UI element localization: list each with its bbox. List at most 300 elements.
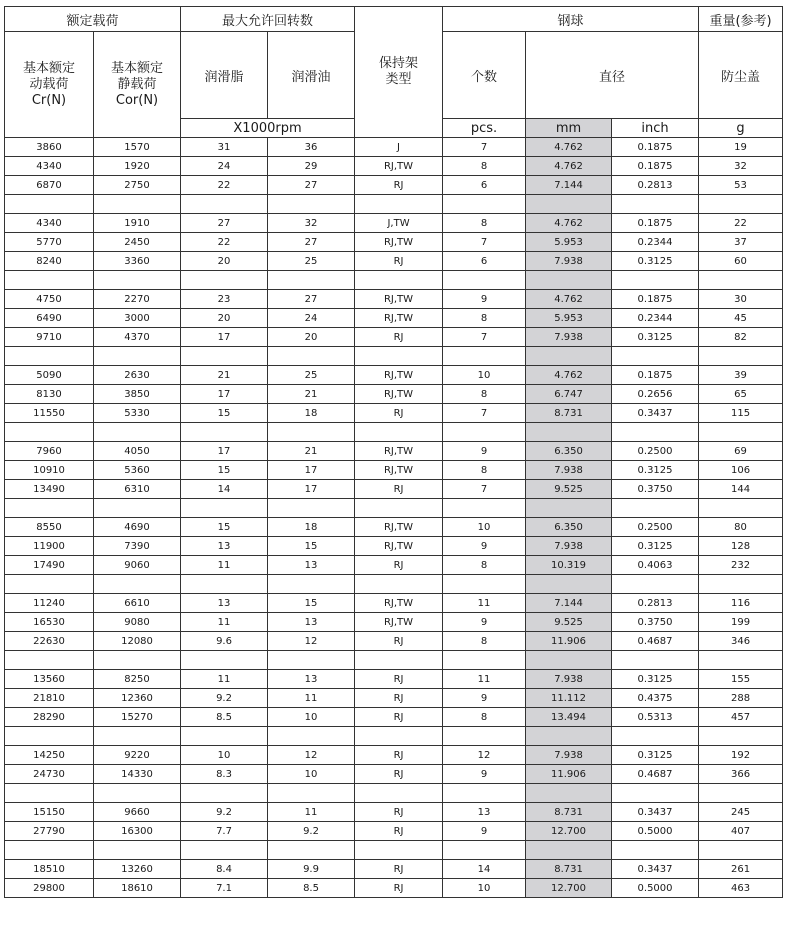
cell-weight: 144: [699, 480, 783, 499]
cell-cr: 8550: [5, 518, 94, 537]
table-row: [5, 233, 783, 252]
max-speed-header: 最大允许回转数: [181, 7, 355, 32]
steel-ball-header: 钢球: [443, 7, 699, 32]
separator-cell: [443, 499, 526, 518]
cell-cr: 13490: [5, 480, 94, 499]
separator-cell: [268, 271, 355, 290]
cell-cage: J,TW: [355, 214, 443, 233]
separator-cell: [526, 347, 612, 366]
cell-mm: 9.525: [526, 480, 612, 499]
cell-cage: RJ: [355, 708, 443, 727]
cell-cage: RJ: [355, 689, 443, 708]
cell-cr: 7960: [5, 442, 94, 461]
cell-cor: 4370: [94, 328, 181, 347]
separator-cell: [5, 727, 94, 746]
cell-grease: 21: [181, 366, 268, 385]
separator-cell: [5, 499, 94, 518]
separator-cell: [526, 195, 612, 214]
cell-cr: 18510: [5, 860, 94, 879]
cell-cr: 5770: [5, 233, 94, 252]
cell-oil: 11: [268, 803, 355, 822]
cell-cor: 12360: [94, 689, 181, 708]
cell-oil: 10: [268, 708, 355, 727]
separator-cell: [355, 727, 443, 746]
cell-grease: 7.1: [181, 879, 268, 898]
cell-oil: 18: [268, 404, 355, 423]
table-row: [5, 480, 783, 499]
separator-cell: [268, 727, 355, 746]
bearing-spec-table: [4, 6, 783, 898]
cell-grease: 11: [181, 670, 268, 689]
cell-weight: 232: [699, 556, 783, 575]
separator-cell: [94, 499, 181, 518]
cell-cage: RJ: [355, 879, 443, 898]
group-separator: [5, 347, 783, 366]
cell-inch: 0.2500: [612, 518, 699, 537]
separator-cell: [181, 195, 268, 214]
separator-cell: [699, 784, 783, 803]
cell-cage: RJ: [355, 556, 443, 575]
separator-cell: [526, 784, 612, 803]
separator-cell: [5, 841, 94, 860]
cell-grease: 22: [181, 233, 268, 252]
cell-cor: 16300: [94, 822, 181, 841]
cell-inch: 0.4687: [612, 765, 699, 784]
cell-grease: 9.6: [181, 632, 268, 651]
cell-oil: 25: [268, 366, 355, 385]
cell-weight: 45: [699, 309, 783, 328]
cell-grease: 10: [181, 746, 268, 765]
cell-cr: 6870: [5, 176, 94, 195]
cell-inch: 0.5000: [612, 822, 699, 841]
cell-cor: 2750: [94, 176, 181, 195]
cell-inch: 0.3437: [612, 803, 699, 822]
cell-cor: 18610: [94, 879, 181, 898]
cell-mm: 7.144: [526, 594, 612, 613]
cell-mm: 4.762: [526, 157, 612, 176]
cell-count: 6: [443, 252, 526, 271]
table-row: [5, 138, 783, 157]
cell-cage: RJ: [355, 746, 443, 765]
cell-inch: 0.3125: [612, 746, 699, 765]
group-separator: [5, 271, 783, 290]
cell-count: 8: [443, 556, 526, 575]
cell-grease: 14: [181, 480, 268, 499]
cell-count: 10: [443, 879, 526, 898]
separator-cell: [526, 727, 612, 746]
cell-inch: 0.1875: [612, 366, 699, 385]
separator-cell: [526, 575, 612, 594]
separator-cell: [94, 784, 181, 803]
separator-cell: [5, 195, 94, 214]
separator-cell: [355, 423, 443, 442]
cell-mm: 7.938: [526, 537, 612, 556]
cell-mm: 8.731: [526, 860, 612, 879]
cell-weight: 457: [699, 708, 783, 727]
cell-mm: 7.938: [526, 328, 612, 347]
cell-mm: 6.350: [526, 518, 612, 537]
separator-cell: [699, 651, 783, 670]
separator-cell: [268, 347, 355, 366]
cell-oil: 11: [268, 689, 355, 708]
separator-cell: [355, 841, 443, 860]
cell-cr: 11900: [5, 537, 94, 556]
separator-cell: [94, 727, 181, 746]
cell-cor: 6310: [94, 480, 181, 499]
cell-oil: 13: [268, 670, 355, 689]
cell-cor: 1910: [94, 214, 181, 233]
cell-weight: 199: [699, 613, 783, 632]
cell-cor: 2450: [94, 233, 181, 252]
cell-cor: 9220: [94, 746, 181, 765]
cell-oil: 20: [268, 328, 355, 347]
cell-inch: 0.3750: [612, 613, 699, 632]
separator-cell: [612, 423, 699, 442]
cell-weight: 116: [699, 594, 783, 613]
group-separator: [5, 784, 783, 803]
separator-cell: [526, 841, 612, 860]
cell-cor: 6610: [94, 594, 181, 613]
cell-count: 8: [443, 157, 526, 176]
separator-cell: [94, 423, 181, 442]
cell-weight: 60: [699, 252, 783, 271]
cell-oil: 15: [268, 537, 355, 556]
cell-inch: 0.5000: [612, 879, 699, 898]
table-body: [5, 138, 783, 898]
table-row: [5, 746, 783, 765]
cell-mm: 7.144: [526, 176, 612, 195]
separator-cell: [355, 575, 443, 594]
cell-cr: 24730: [5, 765, 94, 784]
cell-grease: 17: [181, 328, 268, 347]
dynamic-load-header: 基本额定 动载荷 Cr(N): [5, 32, 94, 138]
table-row: [5, 404, 783, 423]
separator-cell: [5, 347, 94, 366]
separator-cell: [612, 347, 699, 366]
cell-cr: 4340: [5, 214, 94, 233]
table-row: [5, 157, 783, 176]
table-row: [5, 290, 783, 309]
cell-inch: 0.3125: [612, 537, 699, 556]
separator-cell: [612, 499, 699, 518]
table-row: [5, 613, 783, 632]
cell-count: 9: [443, 537, 526, 556]
cell-count: 7: [443, 480, 526, 499]
cell-inch: 0.1875: [612, 138, 699, 157]
group-separator: [5, 499, 783, 518]
group-separator: [5, 727, 783, 746]
cell-mm: 4.762: [526, 214, 612, 233]
cell-cr: 8240: [5, 252, 94, 271]
cell-count: 9: [443, 689, 526, 708]
table-row: [5, 879, 783, 898]
separator-cell: [5, 651, 94, 670]
cell-weight: 19: [699, 138, 783, 157]
cell-inch: 0.3125: [612, 252, 699, 271]
cell-count: 11: [443, 594, 526, 613]
separator-cell: [526, 271, 612, 290]
separator-cell: [526, 651, 612, 670]
cell-cor: 14330: [94, 765, 181, 784]
cell-cage: RJ,TW: [355, 366, 443, 385]
cell-grease: 13: [181, 594, 268, 613]
cell-inch: 0.5313: [612, 708, 699, 727]
cell-mm: 8.731: [526, 803, 612, 822]
cell-cr: 14250: [5, 746, 94, 765]
cell-inch: 0.3750: [612, 480, 699, 499]
separator-cell: [612, 271, 699, 290]
separator-cell: [612, 841, 699, 860]
separator-cell: [355, 651, 443, 670]
cell-cage: RJ,TW: [355, 290, 443, 309]
cell-cage: RJ: [355, 822, 443, 841]
cell-inch: 0.3125: [612, 328, 699, 347]
cell-cage: RJ: [355, 176, 443, 195]
cell-count: 8: [443, 214, 526, 233]
cell-cr: 29800: [5, 879, 94, 898]
table-row: [5, 765, 783, 784]
separator-cell: [699, 271, 783, 290]
cell-cr: 9710: [5, 328, 94, 347]
cell-grease: 17: [181, 442, 268, 461]
cell-cage: RJ,TW: [355, 157, 443, 176]
cell-count: 7: [443, 233, 526, 252]
count-unit: pcs.: [443, 119, 526, 138]
group-separator: [5, 423, 783, 442]
group-separator: [5, 841, 783, 860]
cell-oil: 9.2: [268, 822, 355, 841]
cell-oil: 17: [268, 461, 355, 480]
table-row: [5, 670, 783, 689]
table-row: [5, 176, 783, 195]
cell-inch: 0.3125: [612, 461, 699, 480]
separator-cell: [94, 575, 181, 594]
cell-grease: 9.2: [181, 803, 268, 822]
cell-cr: 6490: [5, 309, 94, 328]
cell-cr: 10910: [5, 461, 94, 480]
separator-cell: [181, 841, 268, 860]
cell-oil: 27: [268, 176, 355, 195]
cell-weight: 463: [699, 879, 783, 898]
cell-count: 13: [443, 803, 526, 822]
cell-weight: 30: [699, 290, 783, 309]
cell-cor: 9080: [94, 613, 181, 632]
cell-inch: 0.1875: [612, 290, 699, 309]
cell-mm: 11.906: [526, 632, 612, 651]
cell-mm: 6.350: [526, 442, 612, 461]
cell-grease: 20: [181, 309, 268, 328]
group-separator: [5, 575, 783, 594]
separator-cell: [181, 575, 268, 594]
cell-count: 7: [443, 404, 526, 423]
separator-cell: [181, 784, 268, 803]
table-row: [5, 803, 783, 822]
cell-grease: 24: [181, 157, 268, 176]
cell-inch: 0.1875: [612, 214, 699, 233]
cell-grease: 23: [181, 290, 268, 309]
cell-inch: 0.3437: [612, 404, 699, 423]
cell-oil: 10: [268, 765, 355, 784]
separator-cell: [443, 727, 526, 746]
cell-cor: 1920: [94, 157, 181, 176]
separator-cell: [268, 841, 355, 860]
separator-cell: [699, 423, 783, 442]
cell-cage: J: [355, 138, 443, 157]
weight-header: 重量(参考): [699, 7, 783, 32]
cell-grease: 7.7: [181, 822, 268, 841]
cell-oil: 27: [268, 233, 355, 252]
cell-cor: 8250: [94, 670, 181, 689]
cell-weight: 192: [699, 746, 783, 765]
cell-weight: 22: [699, 214, 783, 233]
separator-cell: [699, 499, 783, 518]
separator-cell: [443, 784, 526, 803]
weight-unit: g: [699, 119, 783, 138]
separator-cell: [94, 651, 181, 670]
cell-weight: 115: [699, 404, 783, 423]
cell-count: 14: [443, 860, 526, 879]
separator-cell: [355, 347, 443, 366]
separator-cell: [443, 271, 526, 290]
diameter-header: 直径: [526, 32, 699, 119]
cell-cage: RJ: [355, 765, 443, 784]
table-row: [5, 309, 783, 328]
cell-cage: RJ,TW: [355, 594, 443, 613]
cell-cage: RJ,TW: [355, 518, 443, 537]
cell-cage: RJ,TW: [355, 385, 443, 404]
cell-mm: 7.938: [526, 252, 612, 271]
cell-cage: RJ: [355, 328, 443, 347]
cell-grease: 15: [181, 518, 268, 537]
oil-header: 润滑油: [268, 32, 355, 119]
cell-inch: 0.2813: [612, 176, 699, 195]
separator-cell: [181, 423, 268, 442]
table-row: [5, 366, 783, 385]
cell-cage: RJ: [355, 480, 443, 499]
separator-cell: [612, 195, 699, 214]
cell-count: 6: [443, 176, 526, 195]
cell-cor: 9660: [94, 803, 181, 822]
cell-cr: 16530: [5, 613, 94, 632]
separator-cell: [268, 423, 355, 442]
cell-oil: 12: [268, 632, 355, 651]
cell-cage: RJ: [355, 803, 443, 822]
static-load-header: 基本额定 静载荷 Cor(N): [94, 32, 181, 138]
cell-cr: 15150: [5, 803, 94, 822]
separator-cell: [5, 784, 94, 803]
cell-cage: RJ,TW: [355, 309, 443, 328]
cell-cor: 2630: [94, 366, 181, 385]
cell-cage: RJ,TW: [355, 613, 443, 632]
cell-weight: 37: [699, 233, 783, 252]
separator-cell: [612, 651, 699, 670]
cell-cr: 5090: [5, 366, 94, 385]
cell-cage: RJ,TW: [355, 233, 443, 252]
separator-cell: [5, 271, 94, 290]
cell-oil: 29: [268, 157, 355, 176]
cell-count: 8: [443, 309, 526, 328]
cell-count: 8: [443, 385, 526, 404]
cell-count: 10: [443, 518, 526, 537]
cell-cr: 8130: [5, 385, 94, 404]
cell-oil: 17: [268, 480, 355, 499]
cell-mm: 5.953: [526, 309, 612, 328]
cell-grease: 8.5: [181, 708, 268, 727]
separator-cell: [443, 195, 526, 214]
table-row: [5, 214, 783, 233]
cell-cr: 21810: [5, 689, 94, 708]
cell-cor: 2270: [94, 290, 181, 309]
separator-cell: [268, 195, 355, 214]
cell-mm: 13.494: [526, 708, 612, 727]
cell-oil: 18: [268, 518, 355, 537]
cell-inch: 0.4063: [612, 556, 699, 575]
cell-cr: 4340: [5, 157, 94, 176]
cell-weight: 65: [699, 385, 783, 404]
cell-inch: 0.2656: [612, 385, 699, 404]
cell-oil: 32: [268, 214, 355, 233]
cell-grease: 8.3: [181, 765, 268, 784]
separator-cell: [5, 423, 94, 442]
cell-count: 8: [443, 708, 526, 727]
cell-oil: 9.9: [268, 860, 355, 879]
separator-cell: [94, 841, 181, 860]
cell-mm: 12.700: [526, 879, 612, 898]
cell-mm: 4.762: [526, 138, 612, 157]
table-row: [5, 442, 783, 461]
group-separator: [5, 651, 783, 670]
cell-mm: 6.747: [526, 385, 612, 404]
cell-count: 7: [443, 138, 526, 157]
cell-count: 9: [443, 822, 526, 841]
separator-cell: [699, 841, 783, 860]
cell-count: 12: [443, 746, 526, 765]
ball-count-header: 个数: [443, 32, 526, 119]
cell-cr: 3860: [5, 138, 94, 157]
cell-mm: 11.112: [526, 689, 612, 708]
separator-cell: [94, 271, 181, 290]
separator-cell: [526, 423, 612, 442]
cell-grease: 9.2: [181, 689, 268, 708]
cell-inch: 0.4687: [612, 632, 699, 651]
cell-mm: 4.762: [526, 366, 612, 385]
separator-cell: [94, 195, 181, 214]
cell-cr: 17490: [5, 556, 94, 575]
cell-oil: 12: [268, 746, 355, 765]
cell-cor: 15270: [94, 708, 181, 727]
cell-grease: 15: [181, 404, 268, 423]
cell-count: 9: [443, 765, 526, 784]
cell-cr: 28290: [5, 708, 94, 727]
cage-type-header: 保持架 类型: [355, 7, 443, 138]
table-header: [5, 7, 783, 138]
separator-cell: [443, 347, 526, 366]
separator-cell: [612, 575, 699, 594]
cell-grease: 15: [181, 461, 268, 480]
cell-oil: 27: [268, 290, 355, 309]
table-row: [5, 537, 783, 556]
cell-cr: 11240: [5, 594, 94, 613]
cell-weight: 261: [699, 860, 783, 879]
cell-count: 10: [443, 366, 526, 385]
group-separator: [5, 195, 783, 214]
cell-mm: 7.938: [526, 746, 612, 765]
cell-inch: 0.2344: [612, 233, 699, 252]
separator-cell: [699, 347, 783, 366]
cell-weight: 69: [699, 442, 783, 461]
cell-weight: 53: [699, 176, 783, 195]
cell-inch: 0.4375: [612, 689, 699, 708]
